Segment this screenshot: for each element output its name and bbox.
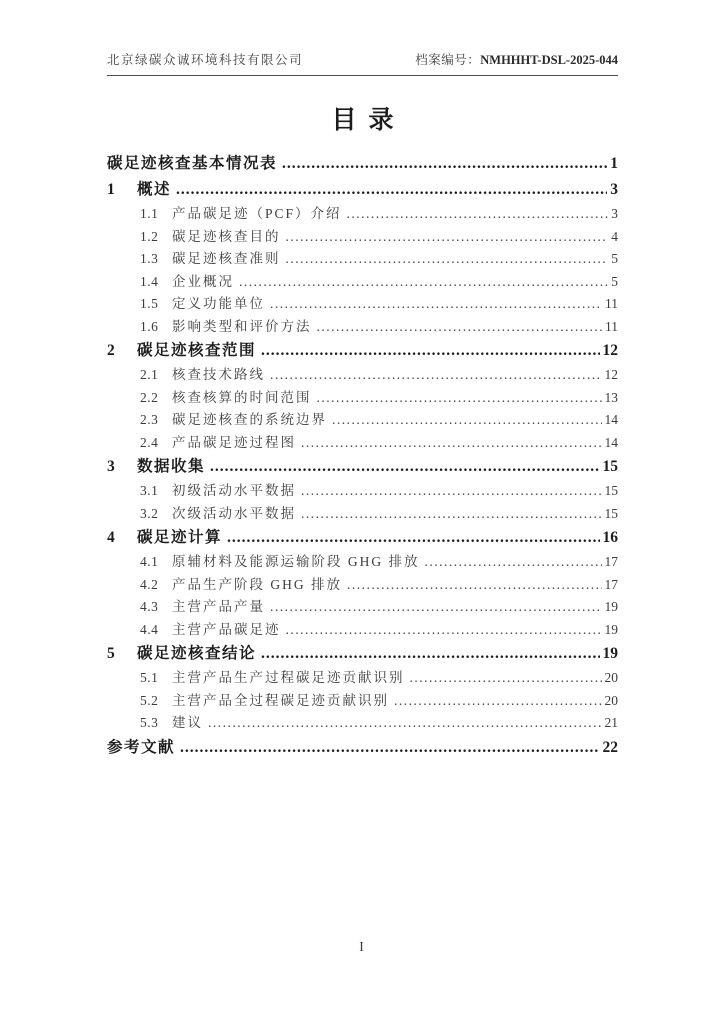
toc-entry-page: 5: [611, 273, 618, 289]
toc-leader-dots: [286, 619, 602, 642]
toc-leader-dots: [301, 503, 602, 526]
toc-entry-page: 22: [602, 738, 618, 756]
toc-entry-page: 17: [604, 554, 618, 569]
toc-entry-page: 1: [610, 155, 618, 172]
toc-entry-number: 2.2: [140, 389, 159, 405]
toc-entry-number: 2.3: [140, 412, 159, 427]
toc-entry-number: 5.1: [140, 670, 159, 685]
toc-leader-dots: [425, 551, 602, 574]
toc-leader-dots: [208, 712, 602, 735]
toc-leader-dots: [270, 293, 602, 316]
toc-list: [107, 151, 618, 761]
toc-leader-dots: [286, 226, 609, 249]
toc-leader-dots: [270, 364, 602, 387]
toc-entry-number: 2: [107, 342, 116, 359]
toc-leader-dots: [180, 735, 599, 761]
toc-entry-page: 14: [604, 434, 618, 450]
toc-entry-label: 碳足迹核查准则: [172, 251, 281, 266]
toc-leader-dots: [261, 338, 599, 364]
toc-entry-page: 5: [611, 251, 618, 266]
toc-entry: [107, 151, 618, 177]
toc-leader-dots: [176, 177, 607, 203]
toc-entry-number: 3.2: [140, 505, 159, 521]
toc-entry: [107, 735, 618, 761]
toc-entry-page: 12: [604, 367, 618, 382]
toc-entry-label: 碳足迹核查目的: [172, 228, 281, 244]
toc-entry-page: 13: [604, 389, 618, 405]
toc-entry-number: 4.4: [140, 621, 159, 637]
toc-entry: [107, 248, 618, 271]
toc-entry-label: 影响类型和评价方法: [172, 318, 312, 334]
archive-number-block: [415, 50, 618, 68]
toc-entry: [107, 712, 618, 735]
toc-entry: [107, 387, 618, 410]
toc-entry-number: 4.2: [140, 576, 159, 592]
toc-entry-label: 原辅材料及能源运输阶段 GHG 排放: [172, 554, 420, 569]
toc-entry: [107, 574, 618, 597]
archive-number-value: NMHHHT-DSL-2025-044: [480, 53, 618, 67]
toc-entry-label: 参考文献: [107, 738, 176, 756]
toc-entry-number: 2.1: [140, 367, 159, 382]
toc-entry-number: 4: [107, 529, 116, 546]
toc-leader-dots: [347, 203, 609, 226]
toc-leader-dots: [210, 454, 599, 480]
toc-entry-number: 5.2: [140, 692, 159, 708]
toc-entry-number: 2.4: [140, 434, 159, 450]
toc-entry-label: 碳足迹核查的系统边界: [172, 412, 327, 427]
toc-entry-number: 1.1: [140, 206, 159, 221]
toc-leader-dots: [317, 387, 602, 410]
toc-entry-label: 次级活动水平数据: [172, 505, 296, 521]
toc-entry: [107, 293, 618, 316]
toc-entry-label: 主营产品全过程碳足迹贡献识别: [172, 692, 389, 708]
toc-entry: [107, 690, 618, 713]
archive-number-label: 档案编号：: [415, 53, 481, 67]
toc-entry-page: 4: [611, 228, 618, 244]
toc-leader-dots: [239, 271, 608, 294]
toc-entry-label: 数据收集: [137, 458, 206, 475]
toc-entry: [107, 641, 618, 667]
toc-entry-page: 3: [611, 206, 618, 221]
toc-entry: [107, 596, 618, 619]
toc-entry-page: 3: [610, 181, 618, 198]
toc-entry-label: 主营产品产量: [172, 599, 265, 614]
toc-leader-dots: [286, 248, 609, 271]
toc-entry-label: 产品生产阶段 GHG 排放: [172, 576, 342, 592]
toc-entry-label: 概述: [137, 181, 172, 198]
toc-entry-label: 初级活动水平数据: [172, 483, 296, 498]
toc-leader-dots: [410, 667, 602, 690]
toc-entry: [107, 619, 618, 642]
toc-leader-dots: [270, 596, 602, 619]
toc-entry-page: 19: [604, 621, 618, 637]
toc-entry-label: 核查核算的时间范围: [172, 389, 312, 405]
toc-leader-dots: [227, 525, 599, 551]
toc-leader-dots: [317, 316, 603, 339]
toc-entry-label: 核查技术路线: [172, 367, 265, 382]
toc-leader-dots: [347, 574, 602, 597]
toc-entry-label: 定义功能单位: [172, 296, 265, 311]
toc-entry-number: 4.1: [140, 554, 159, 569]
toc-entry-label: 碳足迹核查范围: [137, 342, 257, 359]
toc-leader-dots: [332, 409, 602, 432]
toc-entry-number: 3.1: [140, 483, 159, 498]
toc-entry-page: 21: [604, 715, 618, 730]
toc-entry: [107, 177, 618, 203]
toc-entry: [107, 226, 618, 249]
toc-entry-page: 11: [605, 296, 618, 311]
toc-entry-page: 15: [604, 483, 618, 498]
toc-entry-page: 15: [604, 505, 618, 521]
toc-entry-page: 20: [604, 692, 618, 708]
toc-entry: [107, 551, 618, 574]
toc-entry: [107, 338, 618, 364]
toc-entry: [107, 525, 618, 551]
page-header: [107, 50, 618, 76]
toc-entry-label: 产品碳足迹过程图: [172, 434, 296, 450]
company-name: 北京绿碳众诚环境科技有限公司: [107, 53, 304, 67]
toc-entry-number: 1.2: [140, 228, 159, 244]
toc-entry-page: 19: [602, 645, 618, 662]
page-number: I: [359, 939, 365, 954]
toc-entry: [107, 364, 618, 387]
toc-entry-label: 碳足迹核查结论: [137, 645, 257, 662]
toc-entry-number: 5: [107, 645, 116, 662]
toc-entry-number: 5.3: [140, 715, 159, 730]
toc-leader-dots: [301, 480, 602, 503]
toc-entry: [107, 316, 618, 339]
toc-entry-label: 产品碳足迹（PCF）介绍: [172, 206, 342, 221]
toc-entry: [107, 409, 618, 432]
toc-entry: [107, 203, 618, 226]
toc-entry-number: 4.3: [140, 599, 159, 614]
toc-entry: [107, 480, 618, 503]
toc-entry-label: 企业概况: [172, 273, 234, 289]
toc-entry-page: 16: [602, 529, 618, 546]
toc-entry-label: 主营产品碳足迹: [172, 621, 281, 637]
toc-entry-number: 1.5: [140, 296, 159, 311]
toc-entry: [107, 454, 618, 480]
toc-entry: [107, 432, 618, 455]
toc-entry-number: 3: [107, 458, 116, 475]
toc-entry: [107, 667, 618, 690]
toc-entry-number: 1.3: [140, 251, 159, 266]
toc-leader-dots: [282, 151, 607, 177]
toc-entry-page: 19: [604, 599, 618, 614]
toc-entry-number: 1: [107, 181, 116, 198]
toc-entry-page: 11: [605, 318, 618, 334]
toc-leader-dots: [301, 432, 602, 455]
toc-entry-label: 建议: [172, 715, 203, 730]
toc-entry-page: 15: [602, 458, 618, 475]
toc-entry-page: 12: [602, 342, 618, 359]
toc-entry-label: 主营产品生产过程碳足迹贡献识别: [172, 670, 405, 685]
toc-entry-page: 20: [604, 670, 618, 685]
toc-entry-label: 碳足迹计算: [137, 529, 223, 546]
toc-entry-number: 1.6: [140, 318, 159, 334]
toc-entry-label: 碳足迹核查基本情况表: [107, 155, 278, 172]
toc-entry-page: 14: [604, 412, 618, 427]
toc-entry-page: 17: [604, 576, 618, 592]
toc-title: 目录: [331, 107, 406, 134]
toc-leader-dots: [394, 690, 602, 713]
toc-entry-number: 1.4: [140, 273, 159, 289]
toc-entry: [107, 271, 618, 294]
toc-entry: [107, 503, 618, 526]
toc-leader-dots: [261, 641, 599, 667]
